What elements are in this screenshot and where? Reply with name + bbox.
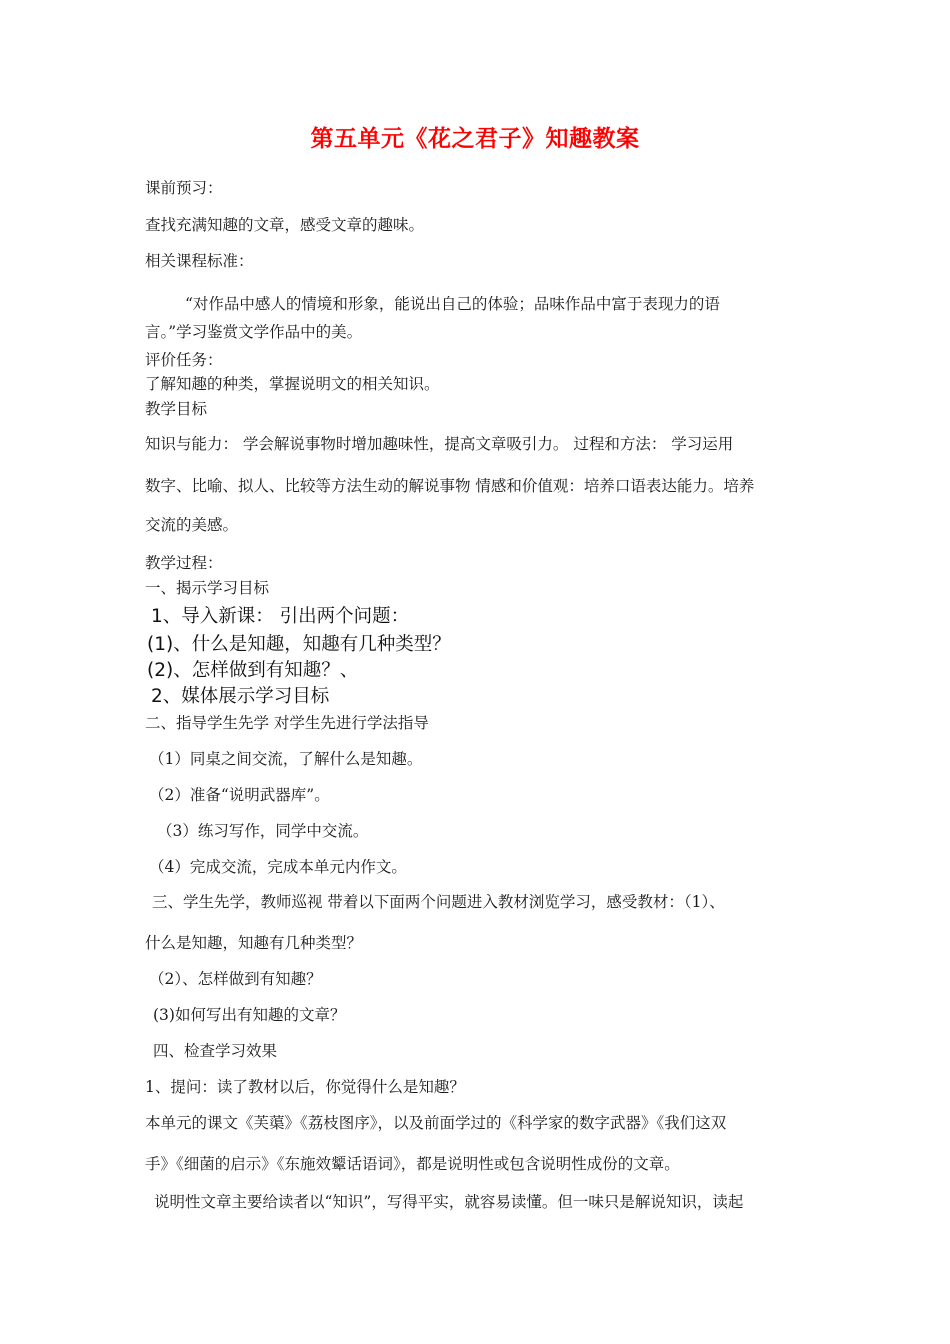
section-heading: 四、检查学习效果	[153, 1042, 278, 1060]
section-heading: 相关课程标准：	[145, 252, 254, 270]
section-heading: 教学目标	[145, 400, 208, 418]
paragraph-line: 说明性文章主要给读者以“知识”，写得平实，就容易读懂。但一味只是解说知识，读起	[154, 1193, 744, 1211]
paragraph-line: 什么是知趣，知趣有几种类型？	[145, 934, 363, 952]
page-title: 第五单元《花之君子》知趣教案	[310, 126, 640, 152]
handwritten-line: 1、导入新课： 引出两个问题：	[151, 606, 410, 627]
handwritten-line: (1)、什么是知趣，知趣有几种类型？	[147, 634, 451, 655]
paragraph-line: 数字、比喻、拟人、比较等方法生动的解说事物 情感和价值观：培养口语表达能力。培养	[145, 477, 755, 495]
paragraph-line: 交流的美感。	[145, 516, 239, 534]
list-item: （3）练习写作，同学中交流。	[157, 822, 369, 840]
paragraph-line: 了解知趣的种类，掌握说明文的相关知识。	[145, 375, 440, 393]
paragraph-line: 本单元的课文《芙蕖》《荔枝图序》，以及前面学过的《科学家的数字武器》《我们这双	[145, 1114, 727, 1132]
paragraph-line: 三、学生先学，教师巡视 带着以下面两个问题进入教材浏览学习，感受教材：（1）、	[152, 893, 725, 911]
list-item: （2）、怎样做到有知趣？	[149, 970, 322, 988]
paragraph-line: “对作品中感人的情境和形象，能说出自己的体验；品味作品中富于表现力的语	[185, 295, 720, 313]
paragraph-line: 手》《细菌的启示》《东施效颦话语词》，都是说明性或包含说明性成份的文章。	[145, 1155, 680, 1173]
section-heading: 课前预习：	[145, 179, 223, 197]
paragraph-line: 查找充满知趣的文章，感受文章的趣味。	[145, 216, 425, 234]
section-heading: 一、揭示学习目标	[145, 579, 270, 597]
handwritten-line: 2、媒体展示学习目标	[151, 686, 330, 707]
section-heading: 二、指导学生先学 对学生先进行学法指导	[145, 714, 429, 732]
list-item: （4）完成交流，完成本单元内作文。	[149, 858, 407, 876]
list-item: （2）准备“说明武器库”。	[149, 786, 330, 804]
list-item: (3)如何写出有知趣的文章？	[153, 1006, 346, 1024]
list-item: （1）同桌之间交流，了解什么是知趣。	[149, 750, 423, 768]
section-heading: 教学过程：	[145, 554, 223, 572]
paragraph-line: 言。”学习鉴赏文学作品中的美。	[145, 323, 363, 341]
handwritten-line: (2)、怎样做到有知趣？、	[147, 660, 359, 681]
paragraph-line: 知识与能力： 学会解说事物时增加趣味性，提高文章吸引力。 过程和方法： 学习运用	[145, 435, 734, 453]
section-heading: 评价任务：	[145, 351, 223, 369]
paragraph-line: 1、提问：读了教材以后，你觉得什么是知趣？	[145, 1078, 465, 1096]
